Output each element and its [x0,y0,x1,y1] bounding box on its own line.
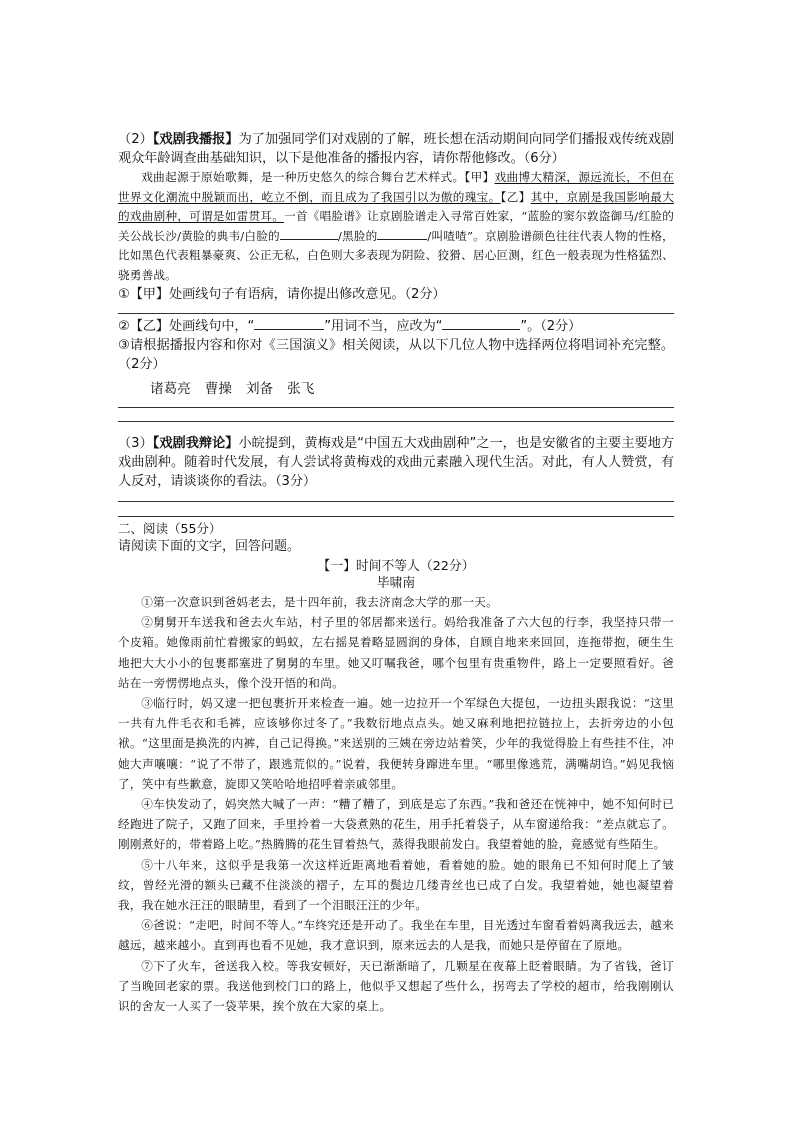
article-author: 毕啸南 [376,576,416,591]
sub-question-2-text-b: ”用词不当，应改为“ [324,319,443,334]
answer-blank-correction[interactable] [442,329,520,330]
passage-text-c: 一首《唱脸谱》让京剧脸谱走入寻常百姓家，“蓝脸的窦尔敦盗御马/红脸的关公战长沙/黄脸的典韦/白脸的 [118,209,674,243]
article-paragraph: ②舅舅开车送我和爸去火车站，村子里的邻居都来送行。妈给我准备了六大包的行李，我坚持只带一个皮箱。她像雨前忙着搬家的蚂蚁，左右摇晃着略显圆润的身体，自顾自地来来回回，连拖带抱，硬生生地把大大小小的包裹都塞进了舅舅的车里。她又叮嘱我爸，哪个包里有贵重物件，路上一定要照看好。爸站在一旁愣愣地点头，像个没开悟的和尚。 [118,615,674,690]
lyric-blank-1[interactable] [280,239,338,240]
underlined-sentence-jia: 戏曲博大精深，源远流长，不但在世界文化潮流中脱颖而出，屹立不倒，而且成为了我国引以为傲的瑰宝。 [118,170,674,204]
article-paragraph: ⑥爸说：“走吧，时间不等人。”车终究还是开动了。我坐在车里，目光透过车窗看着妈离我远去，越来越远，越来越小。直到再也看不见她，我才意识到，原来远去的人是我，而她只是停留在了原地。 [118,918,674,953]
article-title: 【一】时间不等人（22分） [317,559,475,574]
article-paragraph: ③临行时，妈又逮一把包裹折开来检查一遍。她一边拉开一个军绿色大提包，一边扭头跟我说：“这里一共有九件毛衣和毛裤，应该够你过冬了。”我数衍地点点头。她又麻利地把拉链拉上，去折旁边的小包袱。“这里面是换洗的内裤，自己记得换。”来送别的三姨在旁边站着笑，少年的我觉得脸上有些挂不住，冲她大声嚷嚷：“说了不带了，跟逃荒似的。”说着，我便转身蹿进车里。“哪里像逃荒，满嘴胡诌。”妈见我恼了，笑中有些歉意，旋即又笑哈哈地招呼着亲戚邻里。 [118,696,674,791]
article-paragraph: ⑦下了火车，爸送我入校。等我安顿好，天已渐渐暗了，几颗星在夜幕上眨着眼睛。为了省钱，爸订了当晚回老家的票。我送他到校门口的路上，他似乎又想起了些什么，拐弯去了学校的超市，给我刚刚认识的舍友一人买了一袋苹果，挨个放在大家的桌上。 [118,958,674,1014]
question-3 [118,434,674,491]
section-instruction: 请阅读下面的文字，回答问题。 [118,539,301,554]
passage-text-a: 戏曲起源于原始歌舞，是一种历史悠久的综合舞台艺术样式。【甲】 [141,170,495,184]
answer-line[interactable] [118,421,674,422]
article-paragraph: ④车快发动了，妈突然大喊了一声：“糟了糟了，到底是忘了东西。”我和爸还在恍神中，她不知何时已经跑进了院子，又跑了回来，手里拎着一大袋煮熟的花生，用手托着袋子，从车窗递给我：“差点就忘了。刚刚煮好的，带着路上吃。”热腾腾的花生冒着热气，蒸得我眼前发白。我望着她的脸，竟感觉有些陌生。 [118,797,674,852]
question-2-text: 为了加强同学们对戏剧的了解，班长想在活动期间向同学们播报戏传统戏剧观众年龄调查曲基础知识，以下是他准备的播报内容，请你帮他修改。（6分） [118,132,675,166]
answer-line[interactable] [118,501,674,502]
answer-line[interactable] [118,313,674,314]
article-paragraph: ⑤十八年来，这似乎是我第一次这样近距离地看着她，看着她的脸。她的眼角已不知何时爬上了皱纹，曾经光滑的额头已藏不住淡淡的褶子，左耳的鬓边几缕青丝也已成了白发。我望着她，她也凝望着我，我在她水汪汪的眼睛里，看到了一个泪眼汪汪的少年。 [118,857,674,913]
broadcast-passage [118,168,674,285]
passage-text-d: /黑脸的 [337,228,378,243]
question-2-label: （2） [118,132,153,147]
lyric-blank-2[interactable] [377,239,427,240]
article-paragraph: ①第一次意识到爸妈老去，是十四年前，我去济南念大学的那一天。 [141,595,499,609]
answer-line[interactable] [118,407,674,408]
sub-question-2 [118,317,674,336]
character-name: 曹操 [204,381,232,397]
answer-blank-word[interactable] [254,329,324,330]
character-name: 刘备 [245,381,274,397]
sub-question-2-text-c: ”。（2分） [520,319,582,334]
underlined-sentence-yi: 其中，京剧是我国影响最大的戏曲剧种，可谓是如雷贯耳。 [118,189,674,223]
exam-page [118,130,674,1016]
sub-question-2-text-a: ②【乙】处画线句中，“ [118,319,255,334]
passage-text-e: /叫喳喳”。京剧脸谱颜色往往代表人物的性格，比如黑色代表粗暴豪爽、公正无私，白色则大多表现为阴险、狡猾、居心叵测，红色一般表现为性格猛烈、骁勇善战。 [118,228,674,282]
question-3-text: 小皖提到，黄梅戏是“中国五大戏曲剧种”之一，也是安徽省的主要主要地方戏曲剧种。随着时代发展，有人尝试将黄梅戏的戏曲元素融入现代生活。对此，有人人赞赏，有人反对，请谈谈你的看法。（3分） [118,436,675,489]
question-3-tag: 【戏剧我辩论】 [152,436,239,451]
answer-line[interactable] [118,516,674,517]
question-2-intro [118,130,674,168]
character-name: 张飞 [287,381,315,397]
sub-question-1: ①【甲】处画线句子有语病，请你提出修改意见。（2分） [118,287,446,302]
section-title: 二、阅读（55分） [118,521,222,536]
character-name: 诸葛亮 [150,381,191,397]
sub-question-3: ③请根据播报内容和你对《三国演义》相关阅读，从以下几位人物中选择两位将唱词补充完整。（2分） [118,338,674,372]
character-names [150,377,674,397]
question-3-label: （3） [118,436,153,451]
passage-marker-yi: 【乙】 [500,189,531,204]
question-2-tag: 【戏剧我播报】 [152,132,239,147]
